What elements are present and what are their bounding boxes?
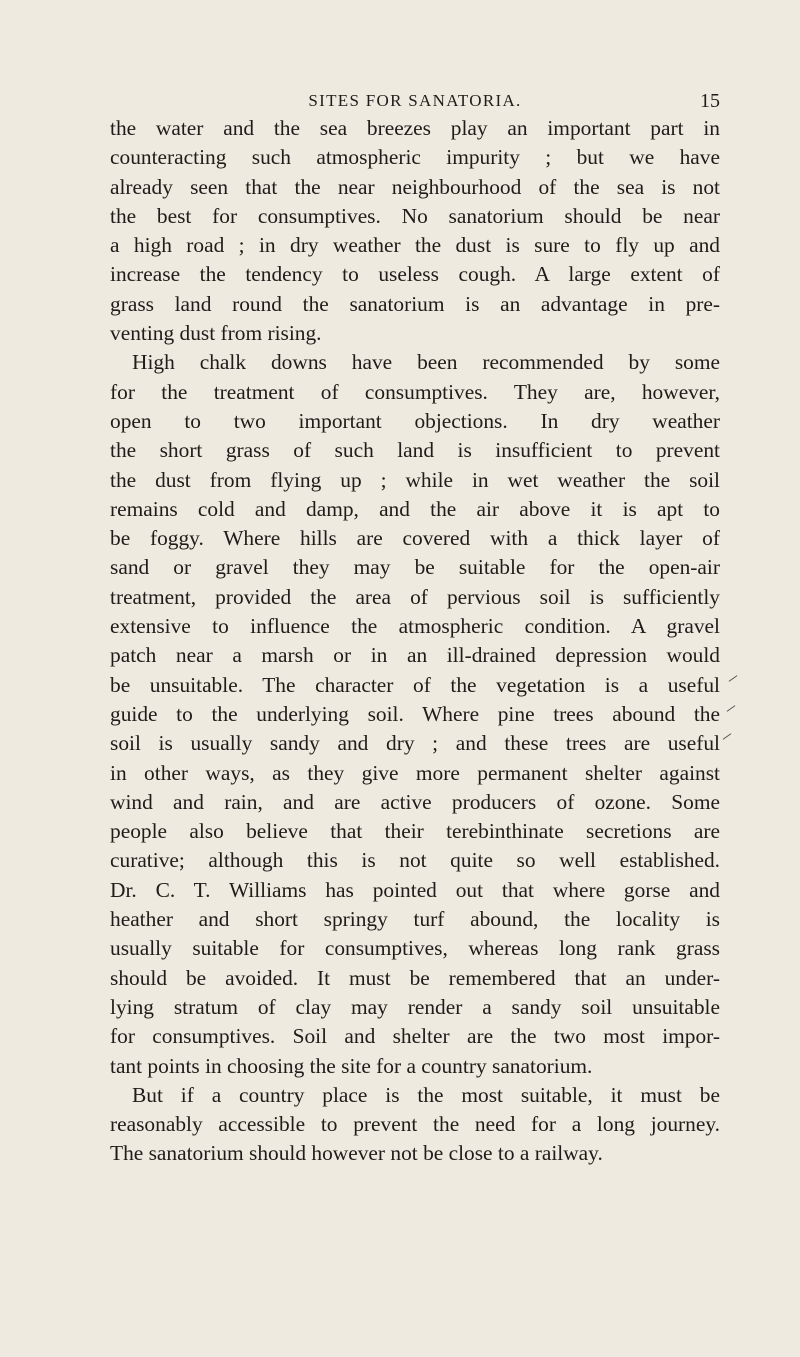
text-line: tant points in choosing the site for a country sanatorium. xyxy=(110,1053,593,1078)
text-line: patch near a marsh or in an ill-drained depression would xyxy=(110,643,720,668)
text-line: the short grass of such land is insufficient to prevent xyxy=(110,438,720,463)
text-line: extensive to influence the atmospheric condition. A gravel xyxy=(110,614,720,639)
text-line: reasonably accessible to prevent the need for a long journey. xyxy=(110,1112,720,1137)
text-line: counteracting such atmospheric impurity ; but we have xyxy=(110,145,720,170)
text-line: grass land round the sanatorium is an advantage in pre- xyxy=(110,291,720,316)
text-line: the dust from flying up ; while in wet weather the soil xyxy=(110,467,720,492)
text-line: venting dust from rising. xyxy=(110,321,322,346)
running-head xyxy=(110,88,720,114)
page-number: 15 xyxy=(700,90,720,112)
text-line: The sanatorium should however not be close to a railway. xyxy=(110,1141,603,1166)
text-line: a high road ; in dry weather the dust is sure to fly up and xyxy=(110,233,720,258)
text-line: for the treatment of consumptives. They are, however, xyxy=(110,379,720,404)
body-text xyxy=(110,114,720,1169)
text-line: should be avoided. It must be remembered that an under- xyxy=(110,965,720,990)
text-line: lying stratum of clay may render a sandy soil unsuitable xyxy=(110,994,720,1019)
text-line: sand or gravel they may be suitable for the open-air xyxy=(110,555,720,580)
text-line: the water and the sea breezes play an important part in xyxy=(110,116,720,140)
margin-mark xyxy=(727,705,736,712)
text-line: be unsuitable. The character of the vegetation is a useful xyxy=(110,672,720,697)
text-line: usually suitable for consumptives, whereas long rank grass xyxy=(110,936,720,961)
text-line: in other ways, as they give more permanent shelter against xyxy=(110,760,720,785)
text-line: curative; although this is not quite so well established. xyxy=(110,848,720,873)
running-title: SITES FOR SANATORIA. xyxy=(308,91,522,110)
margin-mark xyxy=(723,733,732,740)
text-line: for consumptives. Soil and shelter are the two most impor- xyxy=(110,1024,720,1049)
paragraph-start-line: But if a country place is the most suitable, it must be xyxy=(132,1082,720,1107)
text-line: Dr. C. T. Williams has pointed out that where gorse and xyxy=(110,877,720,902)
text-line: remains cold and damp, and the air above it is apt to xyxy=(110,496,720,521)
text-line: wind and rain, and are active producers of ozone. Some xyxy=(110,789,720,814)
text-line: people also believe that their terebinthinate secretions are xyxy=(110,819,720,844)
text-line: be foggy. Where hills are covered with a thick layer of xyxy=(110,526,720,551)
text-line: increase the tendency to useless cough. A large extent of xyxy=(110,262,720,287)
paragraph-start-line: High chalk downs have been recommended by some xyxy=(132,350,720,375)
text-line: guide to the underlying soil. Where pine trees abound the xyxy=(110,701,720,726)
text-line: treatment, provided the area of pervious soil is sufficiently xyxy=(110,584,720,609)
margin-mark xyxy=(729,675,738,682)
text-line: soil is usually sandy and dry ; and these trees are useful xyxy=(110,731,720,756)
text-line: already seen that the near neighbourhood of the sea is not xyxy=(110,174,720,199)
text-line: open to two important objections. In dry weather xyxy=(110,408,720,433)
text-line: heather and short springy turf abound, the locality is xyxy=(110,907,720,932)
text-line: the best for consumptives. No sanatorium should be near xyxy=(110,203,720,228)
margin-pencil-marks xyxy=(726,662,746,732)
